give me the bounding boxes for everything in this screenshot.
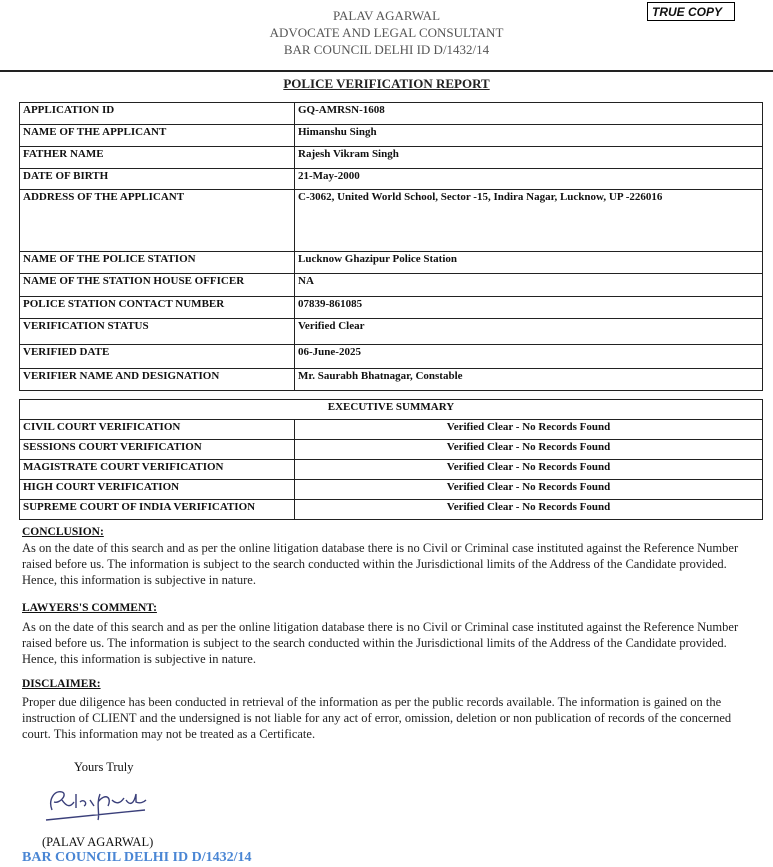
field-label: FATHER NAME (20, 147, 295, 169)
comment-text: As on the date of this search and as per the online litigation database there is no Civil or Criminal case instituted against the Reference Number raised before us. The information is subject to the search conducted within the Jurisdictional limits of the Address of the Candidate provided. Hence, this information is subjective in nature. (22, 620, 739, 666)
field-value: Rajesh Vikram Singh (295, 147, 763, 169)
details-row (20, 169, 763, 190)
executive-summary-table (19, 399, 763, 520)
court-label: SESSIONS COURT VERIFICATION (20, 440, 295, 460)
field-value: NA (295, 274, 763, 297)
details-row (20, 190, 763, 252)
field-label: NAME OF THE POLICE STATION (20, 252, 295, 274)
field-value: Mr. Saurabh Bhatnagar, Constable (295, 369, 763, 391)
signatory-name: (PALAV AGARWAL) (42, 835, 154, 849)
court-label: CIVIL COURT VERIFICATION (20, 420, 295, 440)
field-value: 07839-861085 (295, 297, 763, 319)
disclaimer-heading: DISCLAIMER: (22, 678, 101, 690)
field-label: POLICE STATION CONTACT NUMBER (20, 297, 295, 319)
header-divider (0, 70, 773, 72)
advocate-name: PALAV AGARWAL (332, 8, 441, 23)
field-label: APPLICATION ID (20, 103, 295, 125)
court-result: Verified Clear - No Records Found (295, 440, 763, 460)
details-row (20, 297, 763, 319)
report-title: POLICE VERIFICATION REPORT (283, 76, 490, 91)
field-label: DATE OF BIRTH (20, 169, 295, 190)
conclusion-heading: CONCLUSION: (22, 526, 104, 538)
field-label: NAME OF THE STATION HOUSE OFFICER (20, 274, 295, 297)
true-copy-stamp: TRUE COPY (647, 2, 735, 21)
field-value: C-3062, United World School, Sector -15, Indira Nagar, Lucknow, UP -226016 (295, 190, 763, 252)
summary-row (20, 460, 763, 480)
field-label: ADDRESS OF THE APPLICANT (20, 190, 295, 252)
court-result: Verified Clear - No Records Found (295, 480, 763, 500)
court-label: MAGISTRATE COURT VERIFICATION (20, 460, 295, 480)
details-row (20, 103, 763, 125)
field-label: VERIFICATION STATUS (20, 319, 295, 345)
details-row (20, 252, 763, 274)
court-label: SUPREME COURT OF INDIA VERIFICATION (20, 500, 295, 520)
summary-row (20, 440, 763, 460)
summary-row (20, 480, 763, 500)
field-label: NAME OF THE APPLICANT (20, 125, 295, 147)
disclaimer-text: Proper due diligence has been conducted in retrieval of the information as per the public records available. The information is gained on the instruction of CLIENT and the undersigned is not liable for any act of error, omission, deletion or non publication of records of the concerned court. This information may not be treated as a Certificate. (22, 695, 732, 741)
court-result: Verified Clear - No Records Found (295, 460, 763, 480)
advocate-role: ADVOCATE AND LEGAL CONSULTANT (269, 25, 504, 40)
court-label: HIGH COURT VERIFICATION (20, 480, 295, 500)
field-value: Lucknow Ghazipur Police Station (295, 252, 763, 274)
field-value: Verified Clear (295, 319, 763, 345)
summary-title: EXECUTIVE SUMMARY (20, 400, 763, 420)
details-row (20, 319, 763, 345)
summary-row (20, 420, 763, 440)
comment-heading: LAWYERS'S COMMENT: (22, 602, 157, 614)
field-label: VERIFIED DATE (20, 345, 295, 369)
closing: Yours Truly (74, 760, 134, 774)
signature (40, 780, 155, 825)
details-row (20, 345, 763, 369)
conclusion-text: As on the date of this search and as per the online litigation database there is no Civil or Criminal case instituted against the Reference Number raised before us. The information is subject to the search conducted within the Jurisdictional limits of the Address of the Candidate provided. Hence, this information is subjective in nature. (22, 541, 739, 587)
field-value: Himanshu Singh (295, 125, 763, 147)
field-value: 21-May-2000 (295, 169, 763, 190)
field-value: GQ-AMRSN-1608 (295, 103, 763, 125)
details-table (19, 102, 763, 391)
court-result: Verified Clear - No Records Found (295, 500, 763, 520)
summary-row (20, 500, 763, 520)
field-value: 06-June-2025 (295, 345, 763, 369)
details-row (20, 369, 763, 391)
header-bar-id: BAR COUNCIL DELHI ID D/1432/14 (283, 42, 490, 57)
details-row (20, 147, 763, 169)
details-row (20, 125, 763, 147)
details-row (20, 274, 763, 297)
signatory-bar-id: BAR COUNCIL DELHI ID D/1432/14 (22, 850, 252, 865)
court-result: Verified Clear - No Records Found (295, 420, 763, 440)
field-label: VERIFIER NAME AND DESIGNATION (20, 369, 295, 391)
